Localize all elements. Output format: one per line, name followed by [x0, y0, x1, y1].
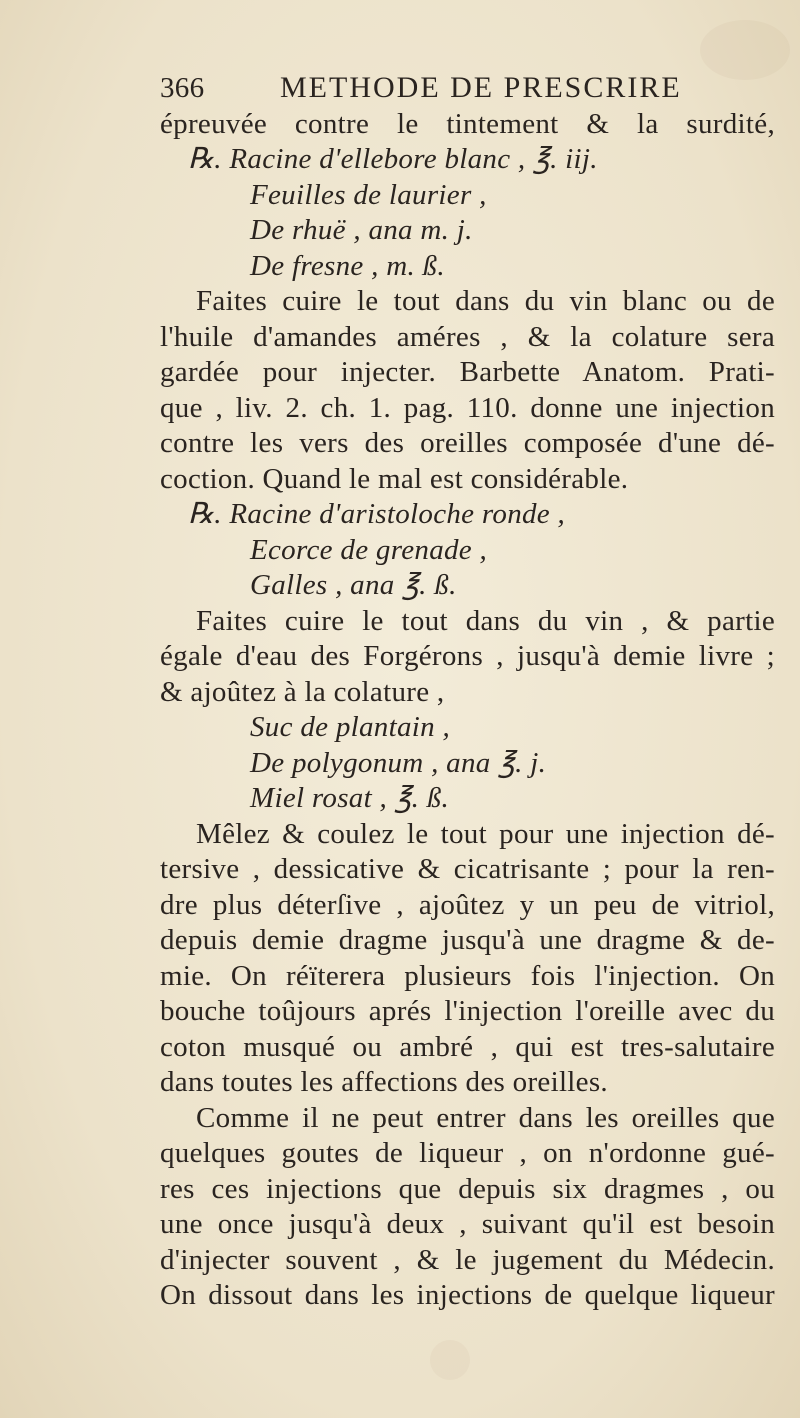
text-line: épreuvée contre le tintement & la surdité,	[160, 107, 775, 140]
text-line: gardée pour injecter. Barbette Anatom. Prati-	[160, 356, 775, 388]
text-line: dre plus déterſive , ajoûtez y un peu de vitriol,	[160, 888, 775, 921]
running-title: METHODE DE PRESCRIRE	[280, 71, 682, 104]
text-line: Miel rosat , ℥. ß.	[250, 782, 450, 814]
text-line: res ces injections que depuis six dragmes , ou	[160, 1172, 775, 1205]
page-number: 366	[160, 72, 205, 104]
text-line: que , liv. 2. ch. 1. pag. 110. donne une injection	[160, 391, 775, 424]
text-line: l'huile d'amandes améres , & la colature sera	[160, 320, 775, 353]
text-line: depuis demie dragme jusqu'à une dragme & de-	[160, 924, 775, 956]
text-line: De fresne , m. ß.	[250, 249, 445, 282]
text-line: bouche toûjours aprés l'injection l'oreille avec du	[160, 995, 775, 1027]
text-line: d'injecter souvent , & le jugement du Médecin.	[160, 1243, 775, 1276]
text-line: Mêlez & coulez le tout pour une injection dé-	[196, 817, 775, 850]
text-line: Galles , ana ℥. ß.	[250, 569, 457, 601]
text-line: coton musqué ou ambré , qui est tres-salutaire	[160, 1030, 775, 1063]
text-line: égale d'eau des Forgérons , jusqu'à demie livre ;	[160, 640, 775, 672]
text-line: ℞. Racine d'ellebore blanc , ℥. iij.	[188, 143, 598, 175]
text-line: dans toutes les affections des oreilles.	[160, 1066, 608, 1098]
text-line: ℞. Racine d'aristoloche ronde ,	[188, 498, 566, 530]
text-line: quelques goutes de liqueur , on n'ordonne gué-	[160, 1137, 775, 1169]
text-line: mie. On réïterera plusieurs fois l'injection. On	[160, 959, 775, 992]
text-line: On dissout dans les injections de quelque liqueur	[160, 1279, 775, 1311]
text-line: Suc de plantain ,	[250, 711, 451, 743]
paper-stain	[430, 1340, 470, 1380]
text-line: Faites cuire le tout dans du vin , & partie	[196, 604, 775, 637]
text-line: Feuilles de laurier ,	[250, 178, 487, 211]
text-line: une once jusqu'à deux , suivant qu'il est besoin	[160, 1208, 775, 1240]
text-line: Faites cuire le tout dans du vin blanc ou de	[196, 285, 775, 317]
text-line: coction. Quand le mal est considérable.	[160, 462, 629, 495]
text-line: contre les vers des oreilles composée d'une dé-	[160, 427, 775, 459]
text-line: De rhuë , ana m. j.	[250, 214, 473, 246]
text-line: & ajoûtez à la colature ,	[160, 675, 445, 708]
text-block	[160, 70, 775, 1314]
page-header	[160, 70, 775, 107]
text-line: Ecorce de grenade ,	[250, 533, 488, 566]
text-line: tersive , dessicative & cicatrisante ; pour la ren-	[160, 853, 775, 885]
body-text	[160, 107, 775, 1314]
text-line: De polygonum , ana ℥. j.	[250, 746, 547, 779]
text-line: Comme il ne peut entrer dans les oreilles que	[196, 1101, 775, 1134]
